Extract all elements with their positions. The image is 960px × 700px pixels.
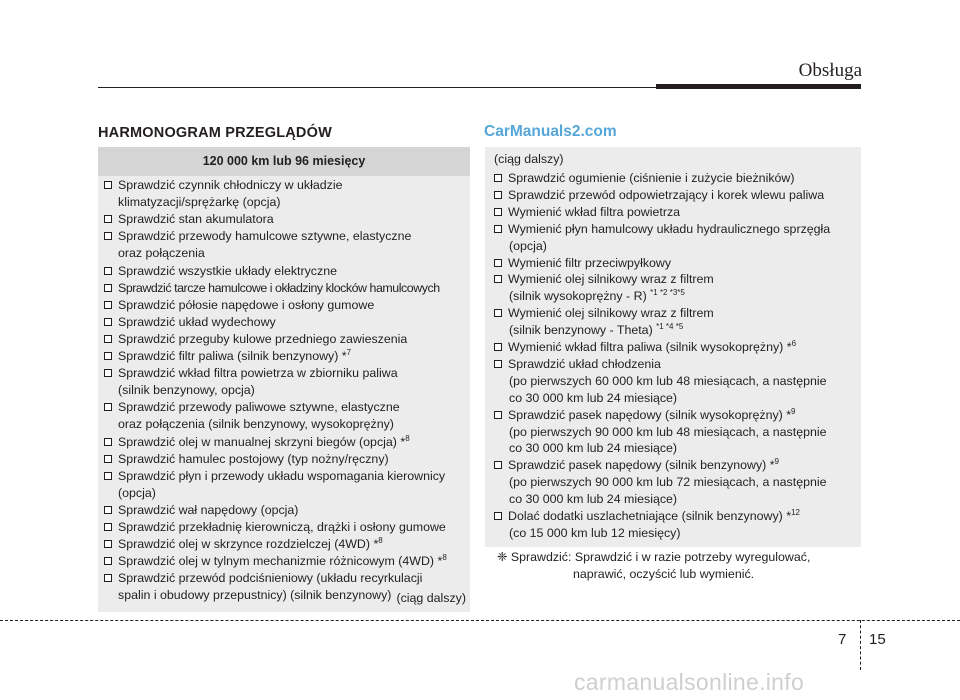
continued-header: (ciąg dalszy)	[494, 152, 564, 166]
checklist-item-text: (silnik benzynowy, opcja)	[118, 383, 255, 398]
checklist-item-text: (opcja)	[509, 238, 547, 253]
checkbox-icon	[494, 275, 502, 283]
continued-label: (ciąg dalszy)	[396, 591, 466, 605]
checkbox-icon	[104, 574, 112, 582]
checklist-item-text: Sprawdzić wszystkie układy elektryczne	[118, 263, 337, 278]
footnote-marker: *1 *2 *3*5	[650, 288, 685, 298]
checklist-item-text: Sprawdzić wał napędowy (opcja)	[118, 502, 299, 517]
watermark-link[interactable]: CarManuals2.com	[484, 123, 617, 140]
footnote-marker: 7	[346, 348, 352, 357]
checkbox-icon	[494, 174, 502, 182]
footnote-marker: 6	[791, 339, 797, 348]
checkbox-icon	[104, 267, 112, 275]
checklist-item	[104, 298, 374, 313]
checklist-item-text: Dolać dodatki uszlachetniające (silnik benzynowy) *	[508, 509, 792, 523]
checkbox-icon	[104, 403, 112, 411]
checklist-item-text: Sprawdzić przekładnię kierowniczą, drążki i osłony gumowe	[118, 520, 446, 534]
checkbox-icon	[494, 461, 502, 469]
checklist-item	[104, 503, 298, 518]
checklist-item	[104, 178, 343, 193]
checklist-item	[494, 188, 824, 203]
checklist-item-text: Sprawdzić olej w manualnej skrzyni biegów (opcja) *	[118, 434, 406, 449]
checklist-item-text: Sprawdzić przewody hamulcowe sztywne, elastyczne	[118, 229, 412, 244]
checkbox-icon	[104, 215, 112, 223]
checklist-item	[104, 400, 400, 415]
footnote-marker: 9	[774, 457, 779, 467]
checklist-item-text: Sprawdzić tarcze hamulcowe i okładziny klocków hamulcowych	[118, 280, 440, 295]
checklist-item	[104, 332, 407, 347]
checkbox-icon	[104, 369, 112, 377]
checklist-item-text: Wymienić olej silnikowy wraz z filtrem	[508, 272, 714, 287]
checklist-item-text: klimatyzacji/sprężarkę (opcja)	[118, 195, 281, 210]
checklist-item-continuation	[509, 526, 680, 541]
interval-header: 120 000 km lub 96 miesięcy	[98, 147, 470, 176]
checklist-item	[104, 281, 440, 296]
checkbox-icon	[104, 438, 112, 446]
checklist-item-continuation	[118, 383, 255, 398]
checkbox-icon	[104, 232, 112, 240]
checklist-item-text: Sprawdzić przeguby kulowe przedniego zawieszenia	[118, 331, 408, 346]
checkbox-icon	[494, 208, 502, 216]
checkbox-icon	[104, 455, 112, 463]
checklist-item	[104, 469, 445, 484]
checklist-item-continuation	[509, 492, 677, 507]
checklist-item-text: Wymienić wkład filtra paliwa (silnik wysokoprężny) *	[508, 340, 792, 354]
checkbox-icon	[104, 557, 112, 565]
checkbox-icon	[494, 411, 502, 419]
checklist-item-text: (po pierwszych 60 000 km lub 48 miesiącach, a następnie	[509, 373, 827, 388]
page-number: 15	[869, 631, 886, 648]
checklist-item	[104, 349, 351, 364]
checklist-item-text: Sprawdzić czynnik chłodniczy w układzie	[118, 178, 343, 192]
checklist-item-text: Sprawdzić płyn i przewody układu wspomagania kierownicy	[118, 468, 446, 483]
schedule-box-right	[485, 147, 861, 547]
checklist-item-continuation	[509, 475, 827, 490]
checklist-item-continuation	[509, 289, 685, 304]
checklist-item-continuation	[118, 195, 281, 210]
checklist-item-text: Sprawdzić hamulec postojowy (typ nożny/ręczny)	[118, 451, 389, 466]
checklist-item-text: (co 15 000 km lub 12 miesięcy)	[509, 525, 681, 540]
checklist-item	[104, 212, 274, 227]
checklist-item-continuation	[118, 588, 391, 603]
checklist-item-text: (opcja)	[118, 485, 156, 500]
checklist-item	[104, 315, 276, 330]
checklist-item	[104, 264, 337, 279]
checkbox-icon	[104, 506, 112, 514]
checklist-item-text: Sprawdzić przewód odpowietrzający i korek wlewu paliwa	[508, 187, 825, 202]
checklist-item-continuation	[509, 441, 677, 456]
checklist-item	[104, 229, 411, 244]
checkbox-icon	[104, 284, 112, 292]
note-line-2: naprawić, oczyścić lub wymienić.	[573, 567, 755, 581]
checklist-item-text: Sprawdzić układ chłodzenia	[508, 356, 661, 371]
checklist-item	[494, 340, 796, 355]
checklist-item-text: Sprawdzić ogumienie (ciśnienie i zużycie bieżników)	[508, 171, 795, 185]
checklist-item-text: Sprawdzić filtr paliwa (silnik benzynowy) *	[118, 349, 347, 363]
checklist-item-text: spalin i obudowy przepustnicy) (silnik benzynowy)	[118, 588, 392, 603]
checklist-item	[494, 458, 779, 473]
checklist-item	[104, 520, 446, 535]
checklist-item	[494, 222, 830, 237]
checklist-item-continuation	[509, 239, 547, 254]
checkbox-icon	[494, 512, 502, 520]
checklist-item	[494, 256, 671, 271]
checklist-item-continuation	[509, 391, 677, 406]
checkbox-icon	[104, 335, 112, 343]
checklist-item	[494, 306, 714, 321]
checkbox-icon	[494, 259, 502, 267]
checklist-item	[494, 205, 680, 220]
checklist-item	[104, 435, 410, 450]
footer-rule	[0, 620, 960, 621]
checkbox-icon	[494, 309, 502, 317]
footnote-marker: 8	[442, 553, 447, 563]
checkbox-icon	[104, 301, 112, 309]
checklist-item	[104, 452, 389, 467]
checklist-item-continuation	[509, 425, 827, 440]
checklist-item	[494, 272, 714, 287]
checklist-item-continuation	[118, 486, 156, 501]
checklist-item	[104, 571, 422, 586]
checklist-item-continuation	[509, 374, 827, 389]
checklist-item-text: Sprawdzić półosie napędowe i osłony gumowe	[118, 297, 375, 312]
checklist-item-text: (po pierwszych 90 000 km lub 72 miesiącach, a następnie	[509, 475, 827, 490]
checkbox-icon	[104, 318, 112, 326]
checklist-item	[104, 366, 398, 381]
checklist-item-text: Wymienić filtr przeciwpyłkowy	[508, 255, 672, 270]
checklist-item-text: Sprawdzić przewody paliwowe sztywne, elastyczne	[118, 400, 400, 415]
page-header-title: Obsługa	[798, 60, 862, 81]
inspection-note	[497, 550, 810, 566]
checklist-item-text: Sprawdzić stan akumulatora	[118, 212, 274, 227]
section-title: HARMONOGRAM PRZEGLĄDÓW	[98, 125, 332, 141]
checklist-item-text: Sprawdzić przewód podciśnieniowy (układu recyrkulacji	[118, 571, 423, 586]
checklist-item-text: Wymienić olej silnikowy wraz z filtrem	[508, 306, 714, 321]
header-rule	[98, 87, 656, 88]
checkbox-icon	[104, 472, 112, 480]
footnote-marker: 8	[405, 433, 410, 443]
header-rule-accent	[656, 84, 861, 89]
checklist-item-text: Sprawdzić pasek napędowy (silnik wysokoprężny) *	[508, 407, 792, 422]
checkbox-icon	[104, 540, 112, 548]
checkbox-icon	[494, 343, 502, 351]
checklist-item-continuation	[118, 417, 394, 432]
chapter-number: 7	[838, 631, 847, 648]
note-line-1: Sprawdzić: Sprawdzić i w razie potrzeby wyregulować,	[510, 550, 811, 564]
checklist-item	[494, 357, 661, 372]
footnote-marker: 9	[791, 406, 796, 416]
checklist-item-text: co 30 000 km lub 24 miesiące)	[509, 492, 678, 507]
schedule-box-left	[98, 147, 470, 612]
checklist-item	[104, 554, 447, 569]
footnote-marker: 12	[791, 508, 800, 517]
checkbox-icon	[494, 191, 502, 199]
footer-divider	[860, 620, 861, 670]
checklist-item	[104, 537, 383, 552]
note-symbol-icon: ❈	[497, 550, 508, 564]
watermark-bottom: carmanualsonline.info	[574, 669, 805, 695]
checklist-item-text: co 30 000 km lub 24 miesiące)	[509, 390, 678, 405]
checklist-item-text: Wymienić wkład filtra powietrza	[508, 204, 681, 219]
checkbox-icon	[104, 181, 112, 189]
checklist-item-text: Sprawdzić olej w skrzynce rozdzielczej (4WD) *	[118, 537, 379, 552]
checkbox-icon	[104, 523, 112, 531]
checklist-item-text: oraz połączenia	[118, 246, 205, 261]
checkbox-icon	[104, 352, 112, 360]
checklist-item	[494, 171, 795, 186]
checkbox-icon	[494, 360, 502, 368]
checklist-item-text: (silnik wysokoprężny - R)	[509, 289, 651, 304]
footnote-marker: *1 *4 *5	[656, 322, 684, 332]
checklist-item-text: co 30 000 km lub 24 miesiące)	[509, 441, 678, 456]
checklist-item	[494, 408, 796, 423]
checkbox-icon	[494, 225, 502, 233]
checklist-item-continuation	[509, 323, 683, 338]
checklist-item-text: Wymienić płyn hamulcowy układu hydraulicznego sprzęgła	[508, 221, 831, 236]
footnote-marker: 8	[378, 536, 383, 546]
checklist-item-text: Sprawdzić układ wydechowy	[118, 314, 276, 329]
checklist-item-text: (silnik benzynowy - Theta)	[509, 323, 657, 338]
checklist-item	[494, 509, 800, 524]
checklist-item-text: Sprawdzić pasek napędowy (silnik benzynowy) *	[508, 458, 775, 473]
checklist-item-text: Sprawdzić wkład filtra powietrza w zbiorniku paliwa	[118, 366, 398, 381]
checklist-item-text: (po pierwszych 90 000 km lub 48 miesiącach, a następnie	[509, 424, 827, 439]
checklist-item-continuation	[118, 246, 205, 261]
checklist-item-text: Sprawdzić olej w tylnym mechanizmie różnicowym (4WD) *	[118, 554, 443, 569]
checklist-item-text: oraz połączenia (silnik benzynowy, wysokoprężny)	[118, 417, 394, 432]
